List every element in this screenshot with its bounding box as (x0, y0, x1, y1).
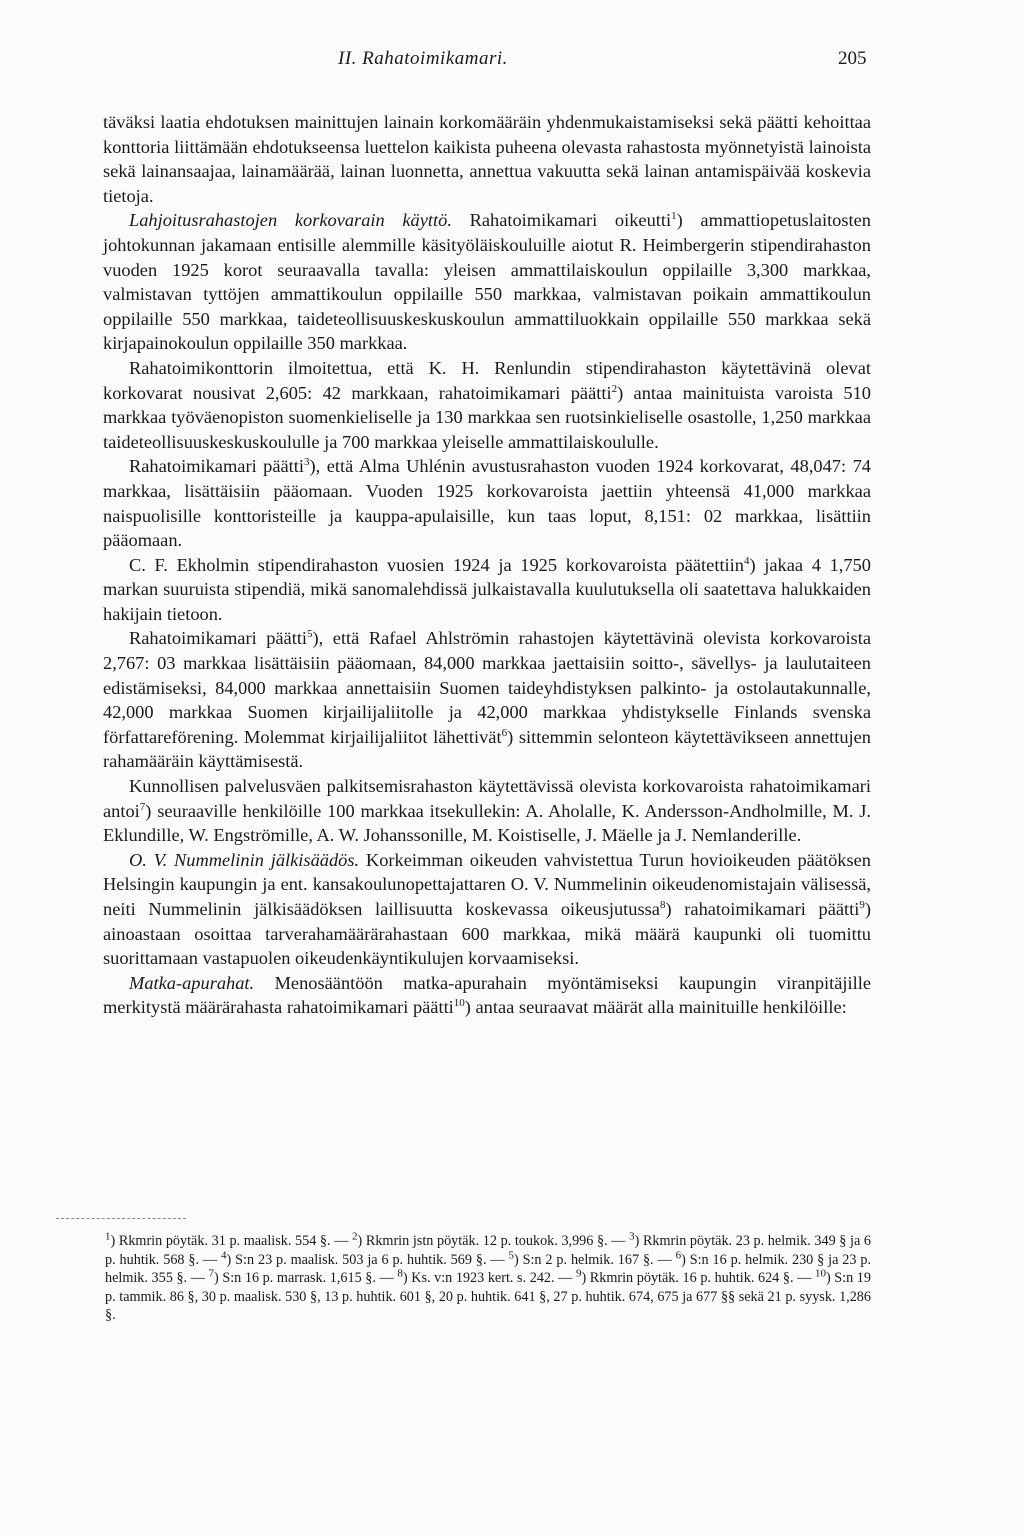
footnote-divider (56, 1218, 186, 1219)
paragraph-5: C. F. Ekholmin stipendirahaston vuosien 1924 ja 1925 korkovaroista päätettiin$^4$) jakaa 4 1,750 markan suuruista stipendiä, mikä sanomalehdissä julkaistavalla kuulutuksella oli saatettava halukkaiden hakijain tietoon. (103, 554, 871, 624)
running-title: II. Rahatoimikamari. (338, 48, 508, 69)
paragraph-8: O. V. Nummelinin jälkisäädös. Korkeimman oikeuden vahvistettua Turun hovioikeuden päätöksen Helsingin kaupungin ja ent. kansakoulunopettajattaren O. V. Nummelinin oikeudenomistajain välisessä, neiti Nummelinin jälkisäädöksen laillisuutta koskevassa oikeusjutussa$^8$) rahatoimikamari päätti$^9$) ainoastaan osoittaa tarverahamäärärahastaan 600 markkaa, mikä määrä kaupunki oli tuomittu suorittamaan vastapuolen oikeudenkäyntikulujen korvaamiseksi. (103, 849, 871, 969)
footnote-ref: 5 (307, 628, 313, 641)
page-number: 205 (838, 48, 867, 69)
paragraph-4: Rahatoimikamari päätti$^3$), että Alma Uhlénin avustusrahaston vuoden 1924 korkovarat, 48,047: 74 markkaa, lisättäisiin pääomaan. Vuoden 1925 korkovaroista jaettiin yhteensä 41,000 markkaa naispuolisille konttoristeille ja kauppa-apulaisille, kun taas loput, 8,151: 02 markkaa, lisättiin pääomaan. (103, 456, 871, 551)
footnote-ref: 6 (501, 726, 508, 739)
footnote-ref: 1 (671, 210, 677, 223)
footnote-ref: 9 (859, 898, 865, 911)
footnote-ref: 10 (453, 997, 465, 1010)
section-heading: Matka-apurahat. (129, 972, 255, 993)
paragraph-2: Lahjoitusrahastojen korkovarain käyttö. Rahatoimikamari oikeutti$^1$) ammattiopetuslaitosten johtokunnan jakamaan entisille alemmille käsityöläiskouluille aiotut R. Heimbergerin stipendirahaston vuoden 1925 korot seuraavalla tavalla: yleisen ammattilaiskoulun oppilaille 3,300 markkaa, valmistavan tyttöjen ammattikoulun oppilaille 550 markkaa, valmistavan poikain ammattikoulun oppilaille 550 markkaa, taideteollisuuskeskuskoulun ammattiluokkain oppilaille 550 markkaa sekä kirjapainokoulun oppilaille 350 markkaa. (103, 210, 872, 354)
section-heading: O. V. Nummelinin jälkisäädös. (129, 849, 360, 870)
paragraph-1: täväksi laatia ehdotuksen mainittujen lainain korkomääräin yhdenmukaistamiseksi sekä päätti kehoittaa konttoria liittämään ehdotukseensa luettelon kaikista puheena olevasta rahastosta myönnetyistä lainoista sekä lainansaajaa, lainamäärää, lainan luonnetta, annettua vakuutta sekä lainan antamispäivää koskevia tietoja. (103, 112, 871, 206)
paragraph-3: Rahatoimikonttorin ilmoitettua, että K. H. Renlundin stipendirahaston käytettävinä olevat korkovarat nousivat 2,605: 42 markkaan, rahatoimikamari päätti$^2$) antaa mainituista varoista 510 markkaa työväenopiston suomenkieliselle ja 130 markkaa sen ruotsinkieliselle osastolle, 1,250 markkaa taideteollisuuskeskuskoululle ja 700 markkaa yleiselle ammattilaiskoululle. (103, 357, 871, 452)
footnote-ref: 4 (743, 554, 750, 567)
paragraph-9: Matka-apurahat. Menosääntöön matka-apurahain myöntämiseksi kaupungin viranpitäjille merkitystä määrärahasta rahatoimikamari päätti$^{10}$) antaa seuraavat määrät alla mainituille henkilöille: (103, 972, 871, 1018)
paragraph-7: Kunnollisen palvelusväen palkitsemisrahaston käytettävissä olevista korkovaroista rahatoimikamari antoi$^7$) seuraaville henkilöille 100 markkaa itsekullekin: A. Aholalle, K. Andersson-Andholmille, M. J. Eklundille, W. Engströmille, A. W. Johanssonille, M. Koistiselle, J. Mäelle ja J. Nemlanderille. (103, 776, 871, 846)
running-header (0, 48, 1024, 78)
section-heading: Lahjoitusrahastojen korkovarain käyttö. (129, 210, 452, 231)
footnote-ref: 7 (139, 800, 146, 813)
footnote-ref: 3 (304, 456, 310, 469)
paragraph-6: Rahatoimikamari päätti$^5$), että Rafael Ahlströmin rahastojen käytettävinä olevista korkovaroista 2,767: 03 markkaa lisättäisiin pääomaan, 84,000 markkaa jaettaisiin soitto-, sävellys- ja laulutaiteen edistämiseksi, 84,000 markkaa annettaisiin Suomen taideyhdistyksen palkinto- ja ostolautakunnalle, 42,000 markkaa Suomen kirjailijaliitolle ja 42,000 markkaa yhdistykselle Finlands svenska författareförening. Molemmat kirjailijaliitot lähettivät$^6$) sittemmin selonteon käytettävikseen annettujen rahamääräin käyttämisestä. (103, 628, 871, 772)
footnote-ref: 8 (659, 898, 666, 911)
footnote-ref: 2 (611, 382, 618, 395)
footnotes: $^1$) Rkmrin pöytäk. 31 p. maalisk. 554 §. — $^2$) Rkmrin jstn pöytäk. 12 p. toukok. 3,996 §. — $^3$) Rkmrin pöytäk. 23 p. helmik. 349 § ja 6 p. huhtik. 568 §. — $^4$) S:n 23 p. maalisk. 503 ja 6 p. huhtik. 569 §. — $^5$) S:n 2 p. helmik. 167 §. — $^6$) S:n 16 p. helmik. 230 § ja 23 p. helmik. 355 §. — $^7$) S:n 16 p. marrask. 1,615 §. — $^8$) Ks. v:n 1923 kert. s. 242. — $^9$) Rkmrin pöytäk. 16 p. huhtik. 624 §. — $^{10}$) S:n 19 p. tammik. 86 §, 30 p. maalisk. 530 §, 13 p. huhtik. 601 §, 20 p. huhtik. 641 §, 27 p. huhtik. 674, 675 ja 677 §§ sekä 21 p. syysk. 1,286 §. (105, 1230, 872, 1324)
body-text (103, 110, 871, 1020)
